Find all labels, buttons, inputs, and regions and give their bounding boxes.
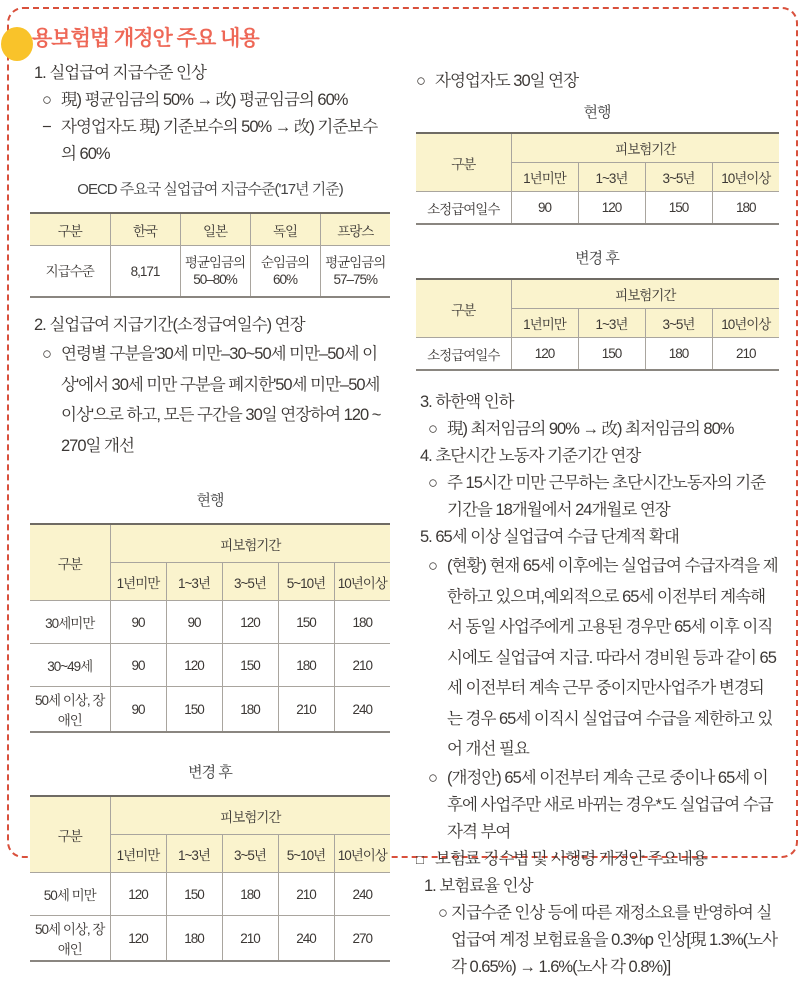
table-row — [30, 687, 390, 733]
header-cell: 10년이상 — [334, 835, 390, 873]
cell: 180 — [166, 916, 222, 962]
section-1-bullet-1 — [30, 87, 390, 114]
circle-bullet-icon: ○ — [438, 903, 447, 922]
header-cell: 5~10년 — [278, 835, 334, 873]
benefit-days-current-table — [30, 523, 390, 733]
cell: 지급수준 — [30, 246, 110, 298]
two-column-layout — [30, 60, 778, 981]
header-cell: 1~3년 — [166, 563, 222, 601]
row-label-cell: 소정급여일수 — [416, 338, 511, 371]
row-label-cell: 50세 이상, 장애인 — [30, 916, 110, 962]
cell: 180 — [645, 338, 712, 371]
bullet-text: 주 15시간 미만 근무하는 초단시간노동자의 기준기간을 18개월에서 24개월로 연장 — [447, 474, 766, 519]
header-cell: 10년이상 — [712, 163, 779, 192]
header-cell: 구분 — [30, 796, 110, 873]
right-column — [416, 60, 778, 981]
cell: 210 — [222, 916, 278, 962]
header-cell: 3~5년 — [645, 309, 712, 338]
right-changed-table-caption: 변경 후 — [575, 250, 619, 267]
section-1-bullet-2 — [30, 114, 390, 168]
section-3-bullet-1 — [416, 416, 778, 443]
table-header-row — [30, 796, 390, 835]
table-row — [416, 338, 779, 371]
table-row — [30, 916, 390, 962]
cell: 120 — [110, 916, 166, 962]
cell: 150 — [278, 601, 334, 644]
header-cell: 한국 — [110, 213, 180, 246]
benefit-days-changed-table — [30, 795, 390, 962]
oecd-benefit-level-table — [30, 212, 390, 298]
bullet-text: 자영업자도 現) 기준보수의 50% → 改) 기준보수의 60% — [61, 118, 378, 163]
cell: 120 — [222, 601, 278, 644]
cell: 180 — [278, 644, 334, 687]
header-cell: 3~5년 — [222, 563, 278, 601]
circle-bullet-icon: ○ — [416, 72, 425, 90]
table-header-row — [30, 213, 390, 246]
cell: 180 — [222, 873, 278, 916]
header-cell: 3~5년 — [645, 163, 712, 192]
table-header-row — [416, 133, 779, 163]
cell: 120 — [511, 338, 578, 371]
section-2-bullet-1 — [30, 339, 390, 461]
row-label-cell: 30~49세 — [30, 644, 110, 687]
left-column — [30, 60, 390, 981]
cell: 180 — [712, 192, 779, 225]
header-cell-group: 피보험기간 — [110, 524, 390, 563]
circle-bullet-icon: ○ — [42, 345, 51, 363]
header-cell-group: 피보험기간 — [511, 279, 779, 309]
title-bullet-badge — [1, 27, 33, 61]
header-cell-group: 피보험기간 — [511, 133, 779, 163]
bullet-text: 연령별 구분을'30세 미만–30~50세 미만–50세 이상'에서 30세 미만 구분을 폐지한'50세 미만–50세 이상'으로 하고, 모든 구간을 30일 연장하여 120 ~ 270일 개선 — [61, 345, 381, 455]
bullet-text: 現) 평균임금의 50% → 改) 평균임금의 60% — [61, 91, 348, 109]
header-cell: 5~10년 — [278, 563, 334, 601]
cell: 120 — [166, 644, 222, 687]
cell: 150 — [166, 873, 222, 916]
self-employed-bullet — [416, 68, 778, 95]
section-3-heading: 3. 하한액 인하 — [420, 393, 514, 411]
levy-bullet-1 — [416, 900, 778, 981]
left-changed-table-caption: 변경 후 — [188, 764, 232, 781]
cell: 210 — [334, 644, 390, 687]
levy-sub-heading: 1. 보험료율 인상 — [424, 876, 533, 895]
header-cell: 프랑스 — [320, 213, 390, 246]
header-cell: 1년미만 — [110, 563, 166, 601]
table-header-row — [30, 524, 390, 563]
header-cell-group: 피보험기간 — [110, 796, 390, 835]
left-current-table-caption: 현행 — [196, 492, 224, 509]
header-cell: 일본 — [180, 213, 250, 246]
header-cell: 1년미만 — [511, 163, 578, 192]
header-cell: 3~5년 — [222, 835, 278, 873]
circle-bullet-icon: ○ — [428, 474, 437, 492]
bullet-text: 자영업자도 30일 연장 — [435, 72, 579, 90]
levy-heading — [416, 846, 778, 873]
cell: 150 — [645, 192, 712, 225]
cell: 8,171 — [110, 246, 180, 298]
row-label-cell: 30세미만 — [30, 601, 110, 644]
circle-bullet-icon: ○ — [428, 420, 437, 438]
cell: 90 — [110, 601, 166, 644]
self-employed-current-table — [416, 132, 779, 225]
table-row — [30, 644, 390, 687]
circle-bullet-icon: ○ — [428, 768, 437, 787]
header-cell: 1~3년 — [578, 309, 645, 338]
cell: 순임금의 60% — [250, 246, 320, 298]
bullet-text: (개정안) 65세 이전부터 계속 근로 중이나 65세 이후에 사업주만 새로 바뀌는 경우*도 실업급여 수급 자격 부여 — [447, 768, 773, 841]
section-5-bullet-2 — [416, 765, 778, 846]
cell: 150 — [222, 644, 278, 687]
section-4-bullet-1 — [416, 470, 778, 524]
cell: 평균임금의 50–80% — [180, 246, 250, 298]
section-2-heading: 2. 실업급여 지급기간(소정급여일수) 연장 — [34, 316, 305, 334]
header-cell: 1~3년 — [578, 163, 645, 192]
square-bullet-icon: □ — [416, 851, 423, 867]
table-row — [30, 873, 390, 916]
circle-bullet-icon: ○ — [42, 91, 51, 109]
header-cell: 10년이상 — [712, 309, 779, 338]
cell: 90 — [110, 644, 166, 687]
dash-bullet-icon: − — [42, 118, 51, 136]
cell: 90 — [511, 192, 578, 225]
bullet-text: (현황) 현재 65세 이후에는 실업급여 수급자격을 제한하고 있으며,예외적으로 65세 이전부터 계속해서 동일 사업주에게 고용된 경우만 65세 이후 이직시에도 실업급여 지급. 따라서 경비원 등과 같이 65세 이전부터 계속 근무 중이지만사업주가 변경되는 경우 65세 이직시 실업급여 수급을 제한하고 있어 개선 필요 — [447, 557, 778, 758]
header-cell: 10년이상 — [334, 563, 390, 601]
cell: 240 — [334, 687, 390, 733]
cell: 240 — [278, 916, 334, 962]
header-cell: 구분 — [416, 279, 511, 338]
cell: 240 — [334, 873, 390, 916]
right-current-table-caption: 현행 — [583, 104, 611, 121]
cell: 180 — [334, 601, 390, 644]
cell: 270 — [334, 916, 390, 962]
page-title: 용보험법 개정안 주요 내용 — [32, 27, 259, 50]
oecd-table-caption: OECD 주요국 실업급여 지급수준('17년 기준) — [77, 181, 343, 198]
header-cell: 구분 — [30, 213, 110, 246]
section-5-bullet-1 — [416, 551, 778, 765]
header-cell: 독일 — [250, 213, 320, 246]
levy-heading-text: 보험료 징수법 및 시행령 개정안 주요내용 — [435, 849, 707, 868]
row-label-cell: 소정급여일수 — [416, 192, 511, 225]
section-1-heading: 1. 실업급여 지급수준 인상 — [34, 64, 206, 82]
cell: 120 — [578, 192, 645, 225]
section-4-heading: 4. 초단시간 노동자 기준기간 연장 — [420, 447, 641, 465]
circle-bullet-icon: ○ — [428, 557, 437, 575]
self-employed-changed-table — [416, 278, 779, 371]
table-header-row — [416, 279, 779, 309]
cell: 150 — [578, 338, 645, 371]
section-5-heading: 5. 65세 이상 실업급여 수급 단계적 확대 — [420, 528, 679, 546]
cell: 210 — [712, 338, 779, 371]
table-row — [416, 192, 779, 225]
cell: 150 — [166, 687, 222, 733]
cell: 90 — [166, 601, 222, 644]
header-cell: 1년미만 — [110, 835, 166, 873]
cell: 90 — [110, 687, 166, 733]
row-label-cell: 50세 미만 — [30, 873, 110, 916]
cell: 180 — [222, 687, 278, 733]
row-label-cell: 50세 이상, 장애인 — [30, 687, 110, 733]
header-cell: 1~3년 — [166, 835, 222, 873]
bullet-text: 지급수준 인상 등에 따른 재정소요를 반영하여 실업급여 계정 보험료율을 0.3%p 인상[現 1.3%(노사 각 0.65%) → 1.6%(노사 각 0.8%)] — [451, 903, 778, 976]
table-row — [30, 246, 390, 298]
header-cell: 구분 — [416, 133, 511, 192]
table-row — [30, 601, 390, 644]
bullet-text: 現) 최저임금의 90% → 改) 최저임금의 80% — [447, 420, 734, 438]
cell: 120 — [110, 873, 166, 916]
header-cell: 1년미만 — [511, 309, 578, 338]
cell: 평균임금의 57–75% — [320, 246, 390, 298]
cell: 210 — [278, 687, 334, 733]
cell: 210 — [278, 873, 334, 916]
header-cell: 구분 — [30, 524, 110, 601]
